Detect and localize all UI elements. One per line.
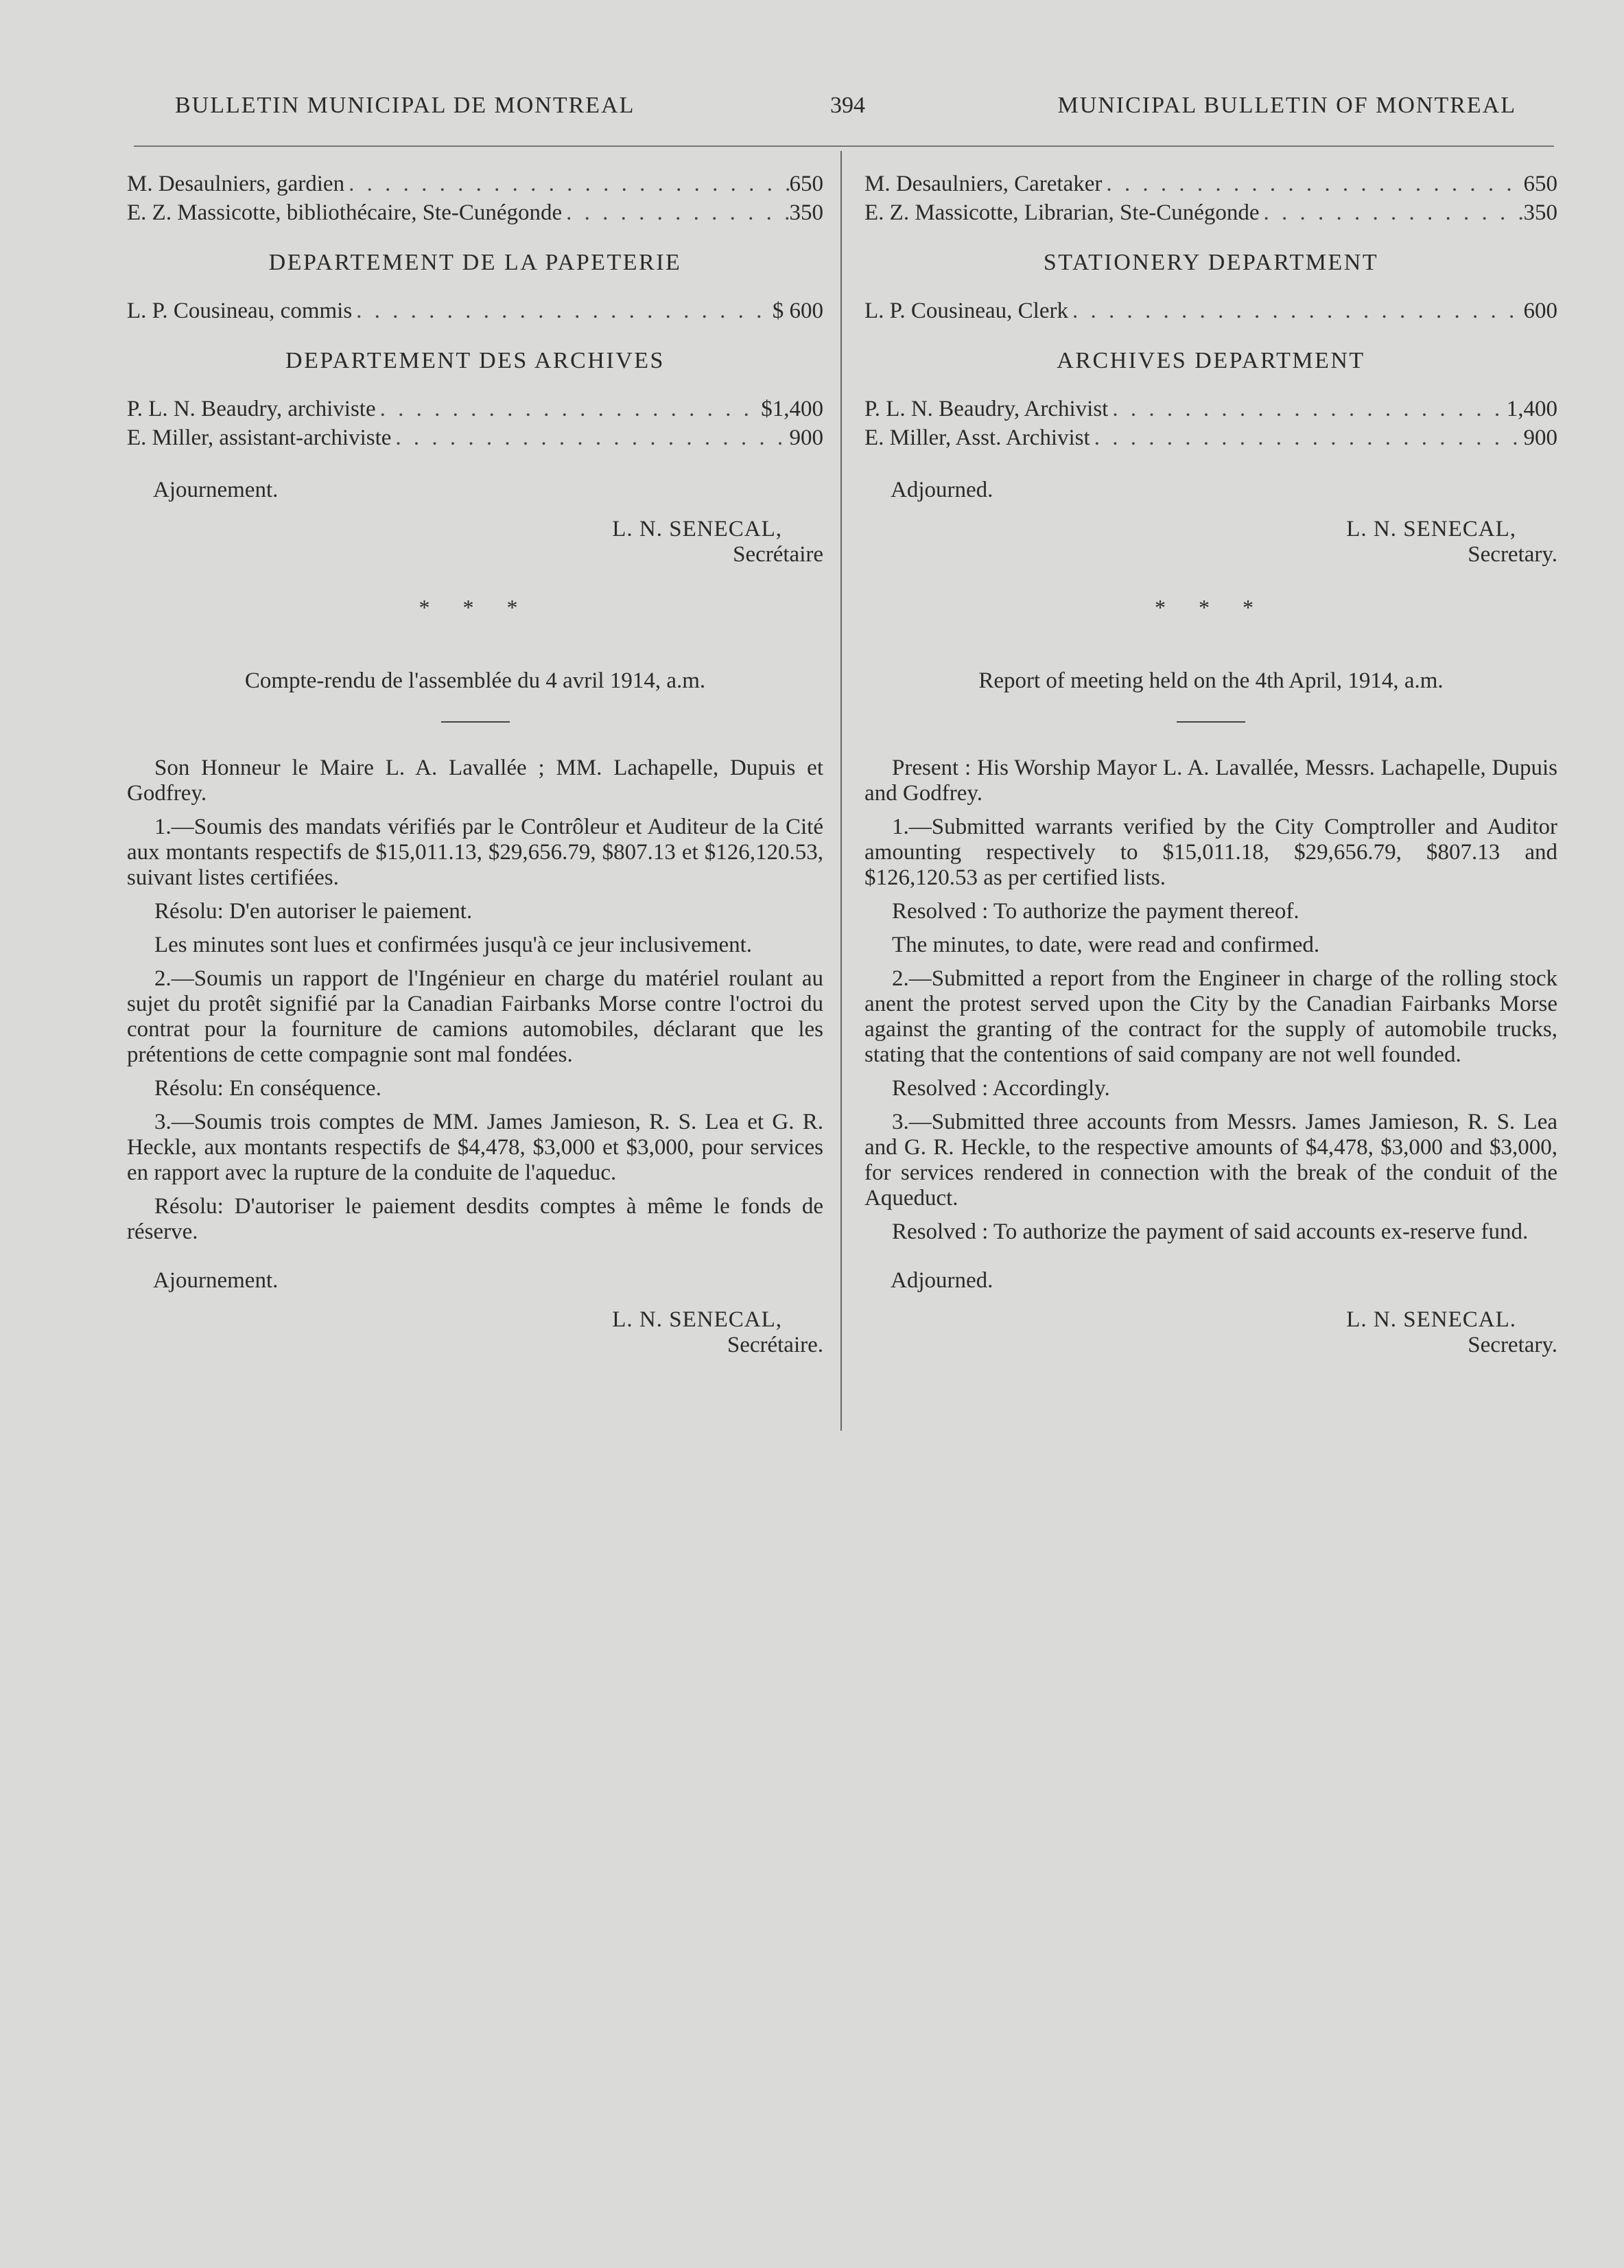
meeting-title: Compte-rendu de l'assemblée du 4 avril 1914, a.m. [244, 668, 706, 693]
signature-block [127, 517, 823, 568]
page-header [130, 93, 1516, 127]
meeting-title: Report of meeting held on the 4th April, 1914, a.m. [978, 668, 1444, 693]
salary-row [864, 425, 1557, 454]
column-divider [840, 151, 842, 1431]
header-rule [134, 145, 1554, 147]
section-title: DEPARTEMENT DES ARCHIVES [285, 348, 665, 373]
dot-leader [1090, 425, 1524, 451]
resolution-3: Resolved : To authorize the payment of said accounts ex-reserve fund. [892, 1219, 1529, 1244]
section-separator: * * * [419, 595, 532, 620]
adjournment: Ajournement. [153, 478, 279, 502]
item-2: 2.—Submitted a report from the Engineer in charge of the rolling stock anent the protest served upon the City by the Canadian Fairbanks Morse against the granting of the contract for the supply of automobile trucks, stating that the contentions of said company are not well founded. [864, 966, 1557, 1067]
signature-name: L. N. SENECAL, [612, 517, 782, 541]
adjournment: Adjourned. [891, 478, 993, 502]
row-amount: 900 [789, 425, 823, 450]
dot-leader [344, 172, 789, 197]
signature-name: L. N. SENECAL, [1346, 517, 1516, 541]
resolution-1: Résolu: D'en autoriser le paiement. [154, 899, 473, 924]
attendance: Son Honneur le Maire L. A. Lavallée ; MM. Lachapelle, Dupuis et Godfrey. [127, 756, 823, 806]
row-amount: 350 [1523, 200, 1557, 225]
adjournment: Adjourned. [891, 1268, 993, 1293]
row-amount: 1,400 [1506, 397, 1557, 421]
dot-leader [1102, 172, 1523, 197]
row-amount: 350 [789, 200, 823, 225]
signature-title: Secrétaire. [727, 1333, 823, 1357]
salary-row [864, 200, 1557, 229]
signature-block [864, 1307, 1557, 1358]
signature-name: L. N. SENECAL, [612, 1307, 782, 1332]
row-name: E. Miller, assistant-archiviste [127, 425, 392, 450]
row-name: P. L. N. Beaudry, archiviste [127, 397, 376, 421]
row-name: L. P. Cousineau, commis [127, 299, 353, 323]
row-amount: $1,400 [761, 397, 823, 421]
section-title: DEPARTEMENT DE LA PAPETERIE [268, 250, 682, 275]
row-name: P. L. N. Beaudry, Archivist [864, 397, 1109, 421]
signature-title: Secretary. [1468, 1333, 1557, 1357]
signature-name: L. N. SENECAL. [1346, 1307, 1516, 1332]
signature-block [864, 517, 1557, 568]
resolution-3: Résolu: D'autoriser le paiement desdits comptes à même le fonds de réserve. [127, 1194, 823, 1244]
row-amount: 600 [1523, 299, 1557, 323]
english-column [864, 172, 1557, 1358]
dot-leader [1260, 200, 1524, 226]
row-name: E. Miller, Asst. Archivist [864, 425, 1090, 450]
attendance: Present : His Worship Mayor L. A. Lavallée, Messrs. Lachapelle, Dupuis and Godfrey. [864, 756, 1557, 806]
page-number: 394 [830, 93, 865, 118]
item-2: 2.—Soumis un rapport de l'Ingénieur en charge du matériel roulant au sujet du protêt signifié par la Canadian Fairbanks Morse contre l'octroi du contrat pour la fourniture de camions automobiles, déclarant que les prétentions de cette compagnie sont mal fondées. [127, 966, 823, 1067]
row-name: L. P. Cousineau, Clerk [864, 299, 1068, 323]
row-name: M. Desaulniers, Caretaker [864, 172, 1103, 196]
row-amount: 650 [789, 172, 823, 196]
salary-row [127, 299, 823, 327]
salary-row [127, 397, 823, 425]
salary-row [127, 200, 823, 229]
dot-leader [352, 299, 773, 324]
signature-title: Secrétaire [733, 542, 823, 567]
header-left-title: BULLETIN MUNICIPAL DE MONTREAL [175, 93, 635, 118]
short-rule [441, 721, 510, 723]
header-right-title: MUNICIPAL BULLETIN OF MONTREAL [1057, 93, 1516, 118]
item-3: 3.—Soumis trois comptes de MM. James Jamieson, R. S. Lea et G. R. Heckle, aux montants respectifs de $4,478, $3,000 et $3,000, pour services en rapport avec la rupture de la conduite de l'aqueduc. [127, 1110, 823, 1185]
row-amount: 900 [1523, 425, 1557, 450]
dot-leader [562, 200, 789, 226]
item-1: 1.—Soumis des mandats vérifiés par le Contrôleur et Auditeur de la Cité aux montants respectifs de $15,011.13, $29,656.79, $807.13 et $126,120.53, suivant listes certifiées. [127, 815, 823, 890]
resolution-2: Résolu: En conséquence. [154, 1076, 381, 1101]
signature-title: Secretary. [1468, 542, 1557, 567]
item-1: 1.—Submitted warrants verified by the City Comptroller and Auditor amounting respectively to $15,011.18, $29,656.79, $807.13 and $126,120.53 as per certified lists. [864, 815, 1557, 890]
signature-block [127, 1307, 823, 1358]
french-column [127, 172, 823, 1358]
row-amount: 650 [1523, 172, 1557, 196]
row-name: M. Desaulniers, gardien [127, 172, 345, 196]
minutes-note: The minutes, to date, were read and confirmed. [892, 933, 1320, 957]
row-name: E. Z. Massicotte, bibliothécaire, Ste-Cunégonde [127, 200, 563, 225]
short-rule [1177, 721, 1245, 723]
dot-leader [1068, 299, 1524, 324]
salary-row [864, 172, 1557, 200]
section-title: ARCHIVES DEPARTMENT [1057, 348, 1365, 373]
resolution-2: Resolved : Accordingly. [892, 1076, 1110, 1101]
resolution-1: Resolved : To authorize the payment thereof. [892, 899, 1299, 924]
dot-leader [1108, 397, 1506, 422]
salary-row [127, 425, 823, 454]
salary-row [864, 397, 1557, 425]
section-separator: * * * [1155, 595, 1267, 620]
dot-leader [391, 425, 789, 451]
adjournment: Ajournement. [153, 1268, 279, 1293]
row-amount: $ 600 [772, 299, 823, 323]
salary-row [127, 172, 823, 200]
item-3: 3.—Submitted three accounts from Messrs. James Jamieson, R. S. Lea and G. R. Heckle, to the respective amounts of $4,478, $3,000 and $3,000, for services rendered in connection with the break of the conduit of the Aqueduct. [864, 1110, 1557, 1211]
section-title: STATIONERY DEPARTMENT [1043, 250, 1379, 275]
row-name: E. Z. Massicotte, Librarian, Ste-Cunégonde [864, 200, 1260, 225]
dot-leader [376, 397, 762, 422]
salary-row [864, 299, 1557, 327]
minutes-note: Les minutes sont lues et confirmées jusqu'à ce jeur inclusivement. [154, 933, 753, 957]
